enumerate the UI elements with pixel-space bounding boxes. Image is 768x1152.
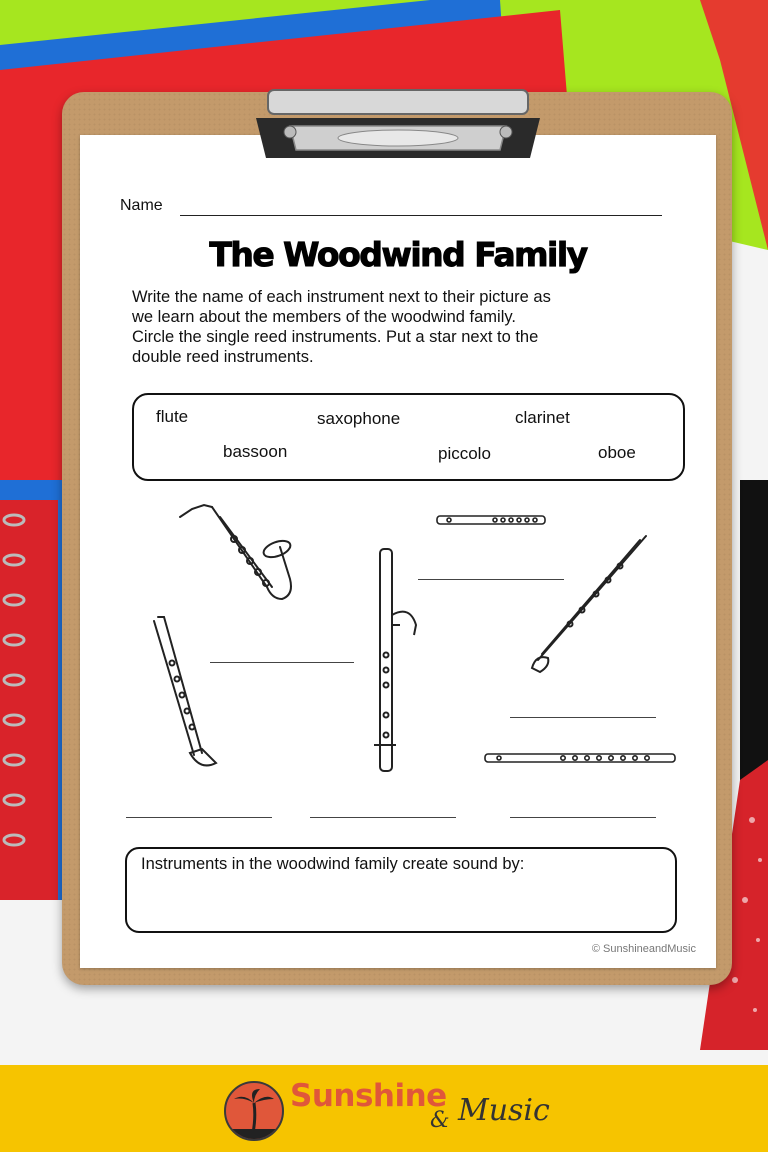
instruction-line-1: Write the name of each instrument next to their picture as bbox=[132, 288, 551, 306]
saxophone-icon bbox=[172, 487, 302, 622]
answer-line-oboe[interactable] bbox=[510, 717, 656, 718]
word-bank bbox=[132, 393, 685, 481]
word-oboe: oboe bbox=[598, 443, 636, 462]
sound-answer-box[interactable] bbox=[125, 847, 677, 933]
answer-prompt: Instruments in the woodwind family create sound by: bbox=[141, 855, 525, 873]
palm-tree-logo-icon bbox=[224, 1081, 284, 1141]
bassoon-icon bbox=[370, 545, 430, 777]
name-label: Name bbox=[120, 197, 163, 214]
instruction-line-2: we learn about the members of the woodwind family. bbox=[132, 308, 516, 326]
word-flute: flute bbox=[156, 407, 189, 426]
answer-line-flute[interactable] bbox=[510, 817, 656, 818]
answer-line-bassoon[interactable] bbox=[310, 817, 456, 818]
brand-ampersand: & bbox=[430, 1108, 450, 1133]
instruction-line-3: Circle the single reed instruments. Put a star next to the bbox=[132, 328, 539, 346]
worksheet-title: The Woodwind Family bbox=[209, 235, 587, 274]
instruction-line-4: double reed instruments. bbox=[132, 348, 314, 366]
clarinet-icon bbox=[150, 613, 225, 775]
word-clarinet: clarinet bbox=[515, 408, 570, 427]
instructions bbox=[132, 287, 672, 367]
flute-icon bbox=[483, 747, 678, 769]
word-bassoon: bassoon bbox=[223, 442, 288, 461]
word-piccolo: piccolo bbox=[438, 444, 491, 463]
piccolo-icon bbox=[435, 510, 547, 530]
brand-name: Sunshine bbox=[290, 1078, 447, 1114]
word-saxophone: saxophone bbox=[317, 409, 401, 428]
oboe-icon bbox=[528, 530, 653, 675]
answer-line-clarinet[interactable] bbox=[126, 817, 272, 818]
name-line bbox=[180, 215, 662, 216]
clipboard-clip bbox=[250, 88, 546, 170]
answer-line-saxophone[interactable] bbox=[210, 662, 354, 663]
copyright-text: © SunshineandMusic bbox=[591, 943, 696, 955]
brand-subname: Music bbox=[458, 1093, 550, 1128]
worksheet-paper bbox=[80, 135, 716, 968]
